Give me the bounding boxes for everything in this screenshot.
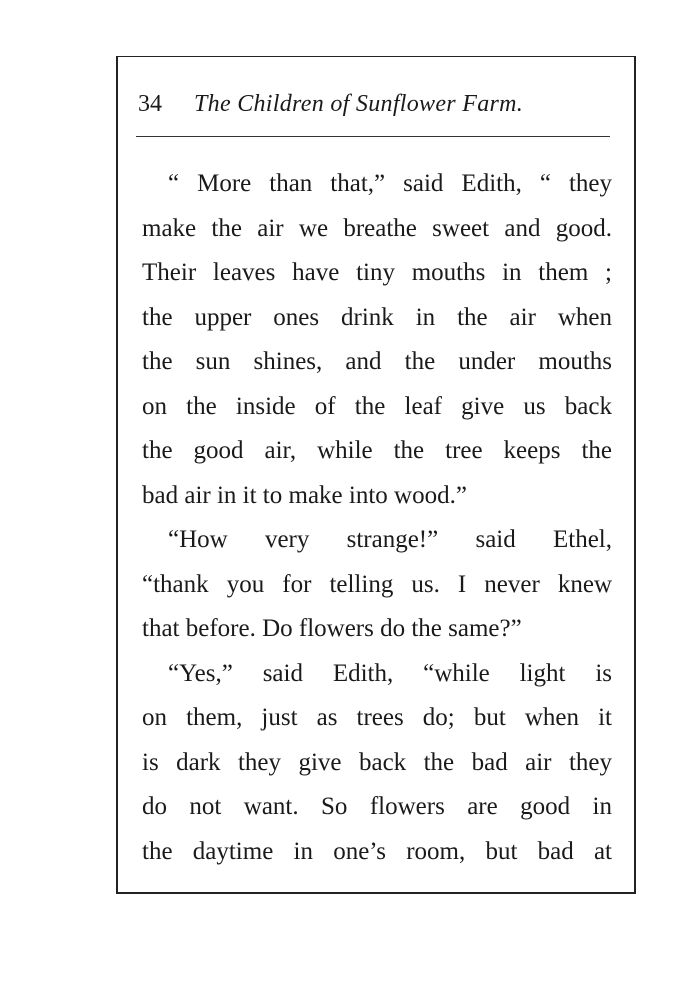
running-head [138, 84, 608, 124]
text-line: that before. Do flowers do the same?” [142, 615, 522, 642]
text-line: the daytime in one’s room, but bad at [142, 837, 612, 865]
text-line: the upper ones drink in the air when [142, 303, 612, 331]
header-rule [136, 136, 610, 137]
body-text [142, 162, 612, 874]
text-line: bad air in it to make into wood.” [142, 481, 467, 509]
text-line: the good air, while the tree keeps the [142, 437, 612, 464]
book-title: The Children of Sunflower Farm. [194, 91, 524, 117]
text-line: is dark they give back the bad air they [142, 748, 612, 776]
text-line: “ More than that,” said Edith, “ they [168, 170, 612, 197]
text-line: “thank you for telling us. I never knew [142, 570, 612, 598]
page-number: 34 [138, 91, 162, 117]
text-line: Their leaves have tiny mouths in them ; [142, 259, 612, 286]
text-line: “How very strange!” said Ethel, [168, 526, 612, 553]
text-line: make the air we breathe sweet and good. [142, 214, 612, 242]
text-line: on them, just as trees do; but when it [142, 704, 612, 731]
text-line: “Yes,” said Edith, “while light is [168, 659, 612, 687]
text-line: the sun shines, and the under mouths [142, 348, 612, 375]
text-line: do not want. So flowers are good in [142, 793, 612, 820]
text-line: on the inside of the leaf give us back [142, 392, 612, 420]
